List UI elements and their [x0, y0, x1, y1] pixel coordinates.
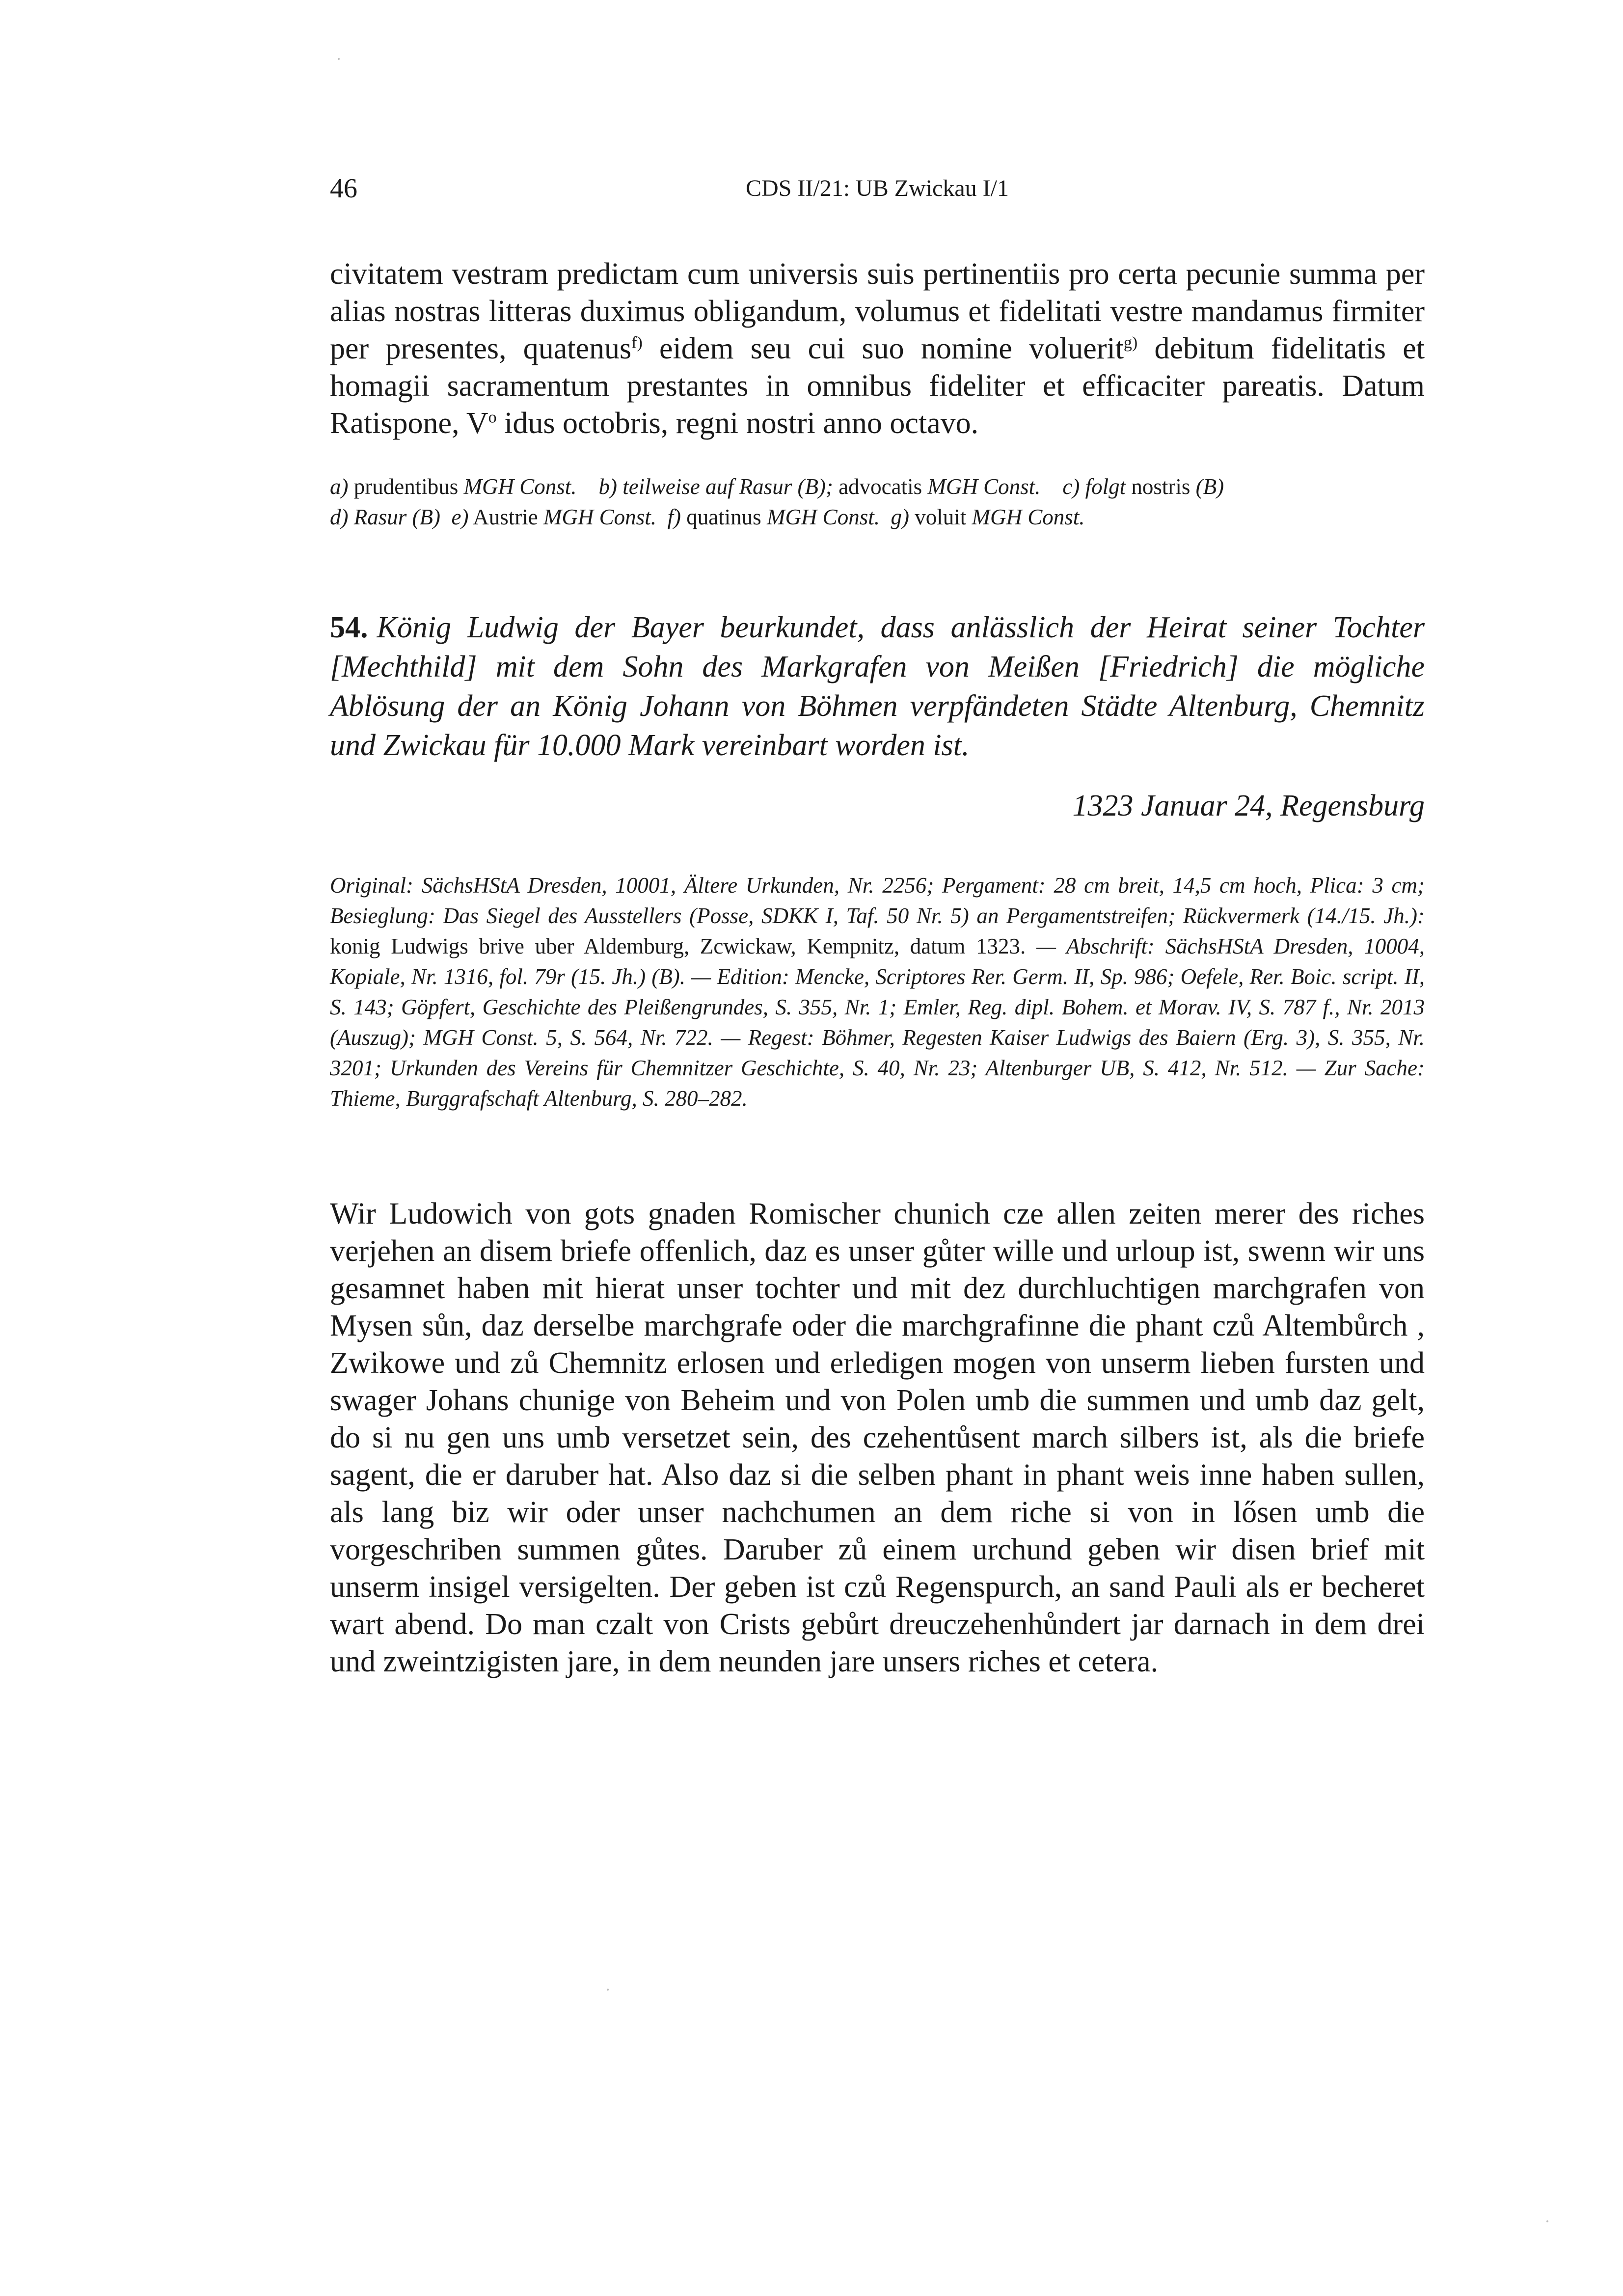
note-e-text: Austrie: [468, 505, 543, 529]
sources-editions: — Abschrift: SächsHStA Dresden, 10004, Kopiale, Nr. 1316, fol. 79r (15. Jh.) (B). — Edition: Mencke, Scriptores Rer. Germ. II, Sp. 986; Oefele, Rer. Boic. script. II, S. 143; Göpfert, Geschichte des Pleißengrundes, S. 355, Nr. 1; Emler, Reg. dipl. Bohem. et Morav. IV, S. 787 f., Nr. 2013 (Auszug); MGH Const. 5, S. 564, Nr. 722. — Regest: Böhmer, Regesten Kaiser Ludwigs des Baiern (Erg. 3), S. 355, Nr. 3201; Urkunden des Vereins für Chemnitzer Geschichte, S. 40, Nr. 23; Altenburger UB, S. 412, Nr. 512. — Zur Sache: Thieme, Burggrafschaft Altenburg, S. 280–282.: [330, 934, 1425, 1111]
note-c-label: c) folgt: [1062, 474, 1126, 499]
scan-speck: [1546, 2220, 1548, 2222]
note-a-label: a): [330, 474, 349, 499]
note-g-source: MGH Const.: [972, 505, 1085, 529]
page-number: 46: [330, 173, 357, 204]
critical-apparatus: [330, 471, 1425, 532]
sources-original: Original: SächsHStA Dresden, 10001, Ältere Urkunden, Nr. 2256; Pergament: 28 cm breit, 14,5 cm hoch, Plica: 3 cm; Besieglung: Das Siegel des Ausstellers (Posse, SDKK I, Taf. 50 Nr. 5) an Pergamentstreifen; Rückvermerk (14./15. Jh.):: [330, 873, 1425, 928]
note-f-source: MGH Const.: [766, 505, 880, 529]
note-g-text: voluit: [909, 505, 972, 529]
note-e-source: MGH Const.: [543, 505, 656, 529]
scan-speck: [607, 1989, 609, 1991]
note-ref-g: g): [1123, 333, 1138, 352]
sources-endorsement: konig Ludwigs brive uber Aldemburg, Zcwickaw, Kempnitz, datum 1323.: [330, 934, 1036, 958]
note-ref-f: f): [631, 333, 643, 352]
carryover-text-1: civitatem vestram predictam cum universis suis pertinentiis pro certa pecunie summa per alias nostras litteras duximus obligandum, volumus et fidelitati vestre mandamus firmiter per presentes, quatenus: [330, 257, 1425, 365]
note-b-source: MGH Const.: [927, 474, 1041, 499]
running-head: [330, 173, 1425, 207]
ordinal-marker: o: [488, 408, 497, 427]
carryover-paragraph: [330, 255, 1425, 442]
note-f-label: f): [667, 505, 681, 529]
running-title: CDS II/21: UB Zwickau I/1: [746, 175, 1009, 201]
carryover-text-4: idus octobris, regni nostri anno octavo.: [496, 407, 979, 440]
note-d-label: d) Rasur (B): [330, 505, 440, 529]
note-f-text: quatinus: [680, 505, 767, 529]
carryover-text-3: debitum fidelitatis et homagii sacramentum prestantes in omnibus fideliter et efficaciter pareatis. Datum Ratispone, V: [330, 332, 1425, 440]
note-c-text: nostris: [1126, 474, 1196, 499]
carryover-text-2: eidem seu cui suo nomine voluerit: [642, 332, 1124, 365]
scan-speck: [338, 58, 340, 60]
note-a-text: prudentibus: [348, 474, 464, 499]
note-e-label: e): [451, 505, 469, 529]
source-notes: [330, 870, 1425, 1114]
regest-heading: [330, 608, 1425, 765]
note-a-source: MGH Const.: [463, 474, 577, 499]
note-b-text: advocatis: [833, 474, 928, 499]
note-g-label: g): [891, 505, 909, 529]
note-b-label: b) teilweise auf Rasur (B);: [598, 474, 833, 499]
charter-text: Wir Ludowich von gots gnaden Romischer chunich cze allen zeiten merer des riches verjehen an disem briefe offenlich, daz es unser gůter wille und urloup ist, swenn wir uns gesamnet haben mit hierat unser tochter und mit dez durchluchtigen marchgrafen von Mysen sůn, daz derselbe marchgrafe oder die marchgrafinne die phant czů Altembůrch , Zwikowe und zů Chemnitz erlosen und erledigen mogen von unserm lieben fursten und swager Johans chunige von Beheim und von Polen umb die summen und umb daz gelt, do si nu gen uns umb versetzet sein, des czehentůsent march silbers ist, als die briefe sagent, die er daruber hat. Also daz si die selben phant in phant weis inne haben sullen, als lang biz wir oder unser nachchumen an dem riche si von in lősen umb die vorgeschriben summen gůtes. Daruber zů einem urchund geben wir disen brief mit unserm insigel versigelten. Der geben ist czů Regenspurch, an sand Pauli als er becheret wart abend. Do man czalt von Crists gebůrt dreuczehenhůndert jar darnach in dem drei und zweintzigisten jare, in dem neunden jare unsers riches et cetera.: [330, 1197, 1425, 1678]
date-place: 1323 Januar 24, Regensburg: [1072, 789, 1425, 822]
regest-text: König Ludwig der Bayer beurkundet, dass anlässlich der Heirat seiner Tochter [Mechthild] mit dem Sohn des Markgrafen von Meißen [Friedrich] die mögliche Ablösung der an König Johann von Böhmen verpfändeten Städte Altenburg, Chemnitz und Zwickau für 10.000 Mark vereinbart worden ist.: [330, 611, 1425, 762]
entry-number: 54.: [330, 611, 368, 644]
note-c-source: (B): [1195, 474, 1224, 499]
